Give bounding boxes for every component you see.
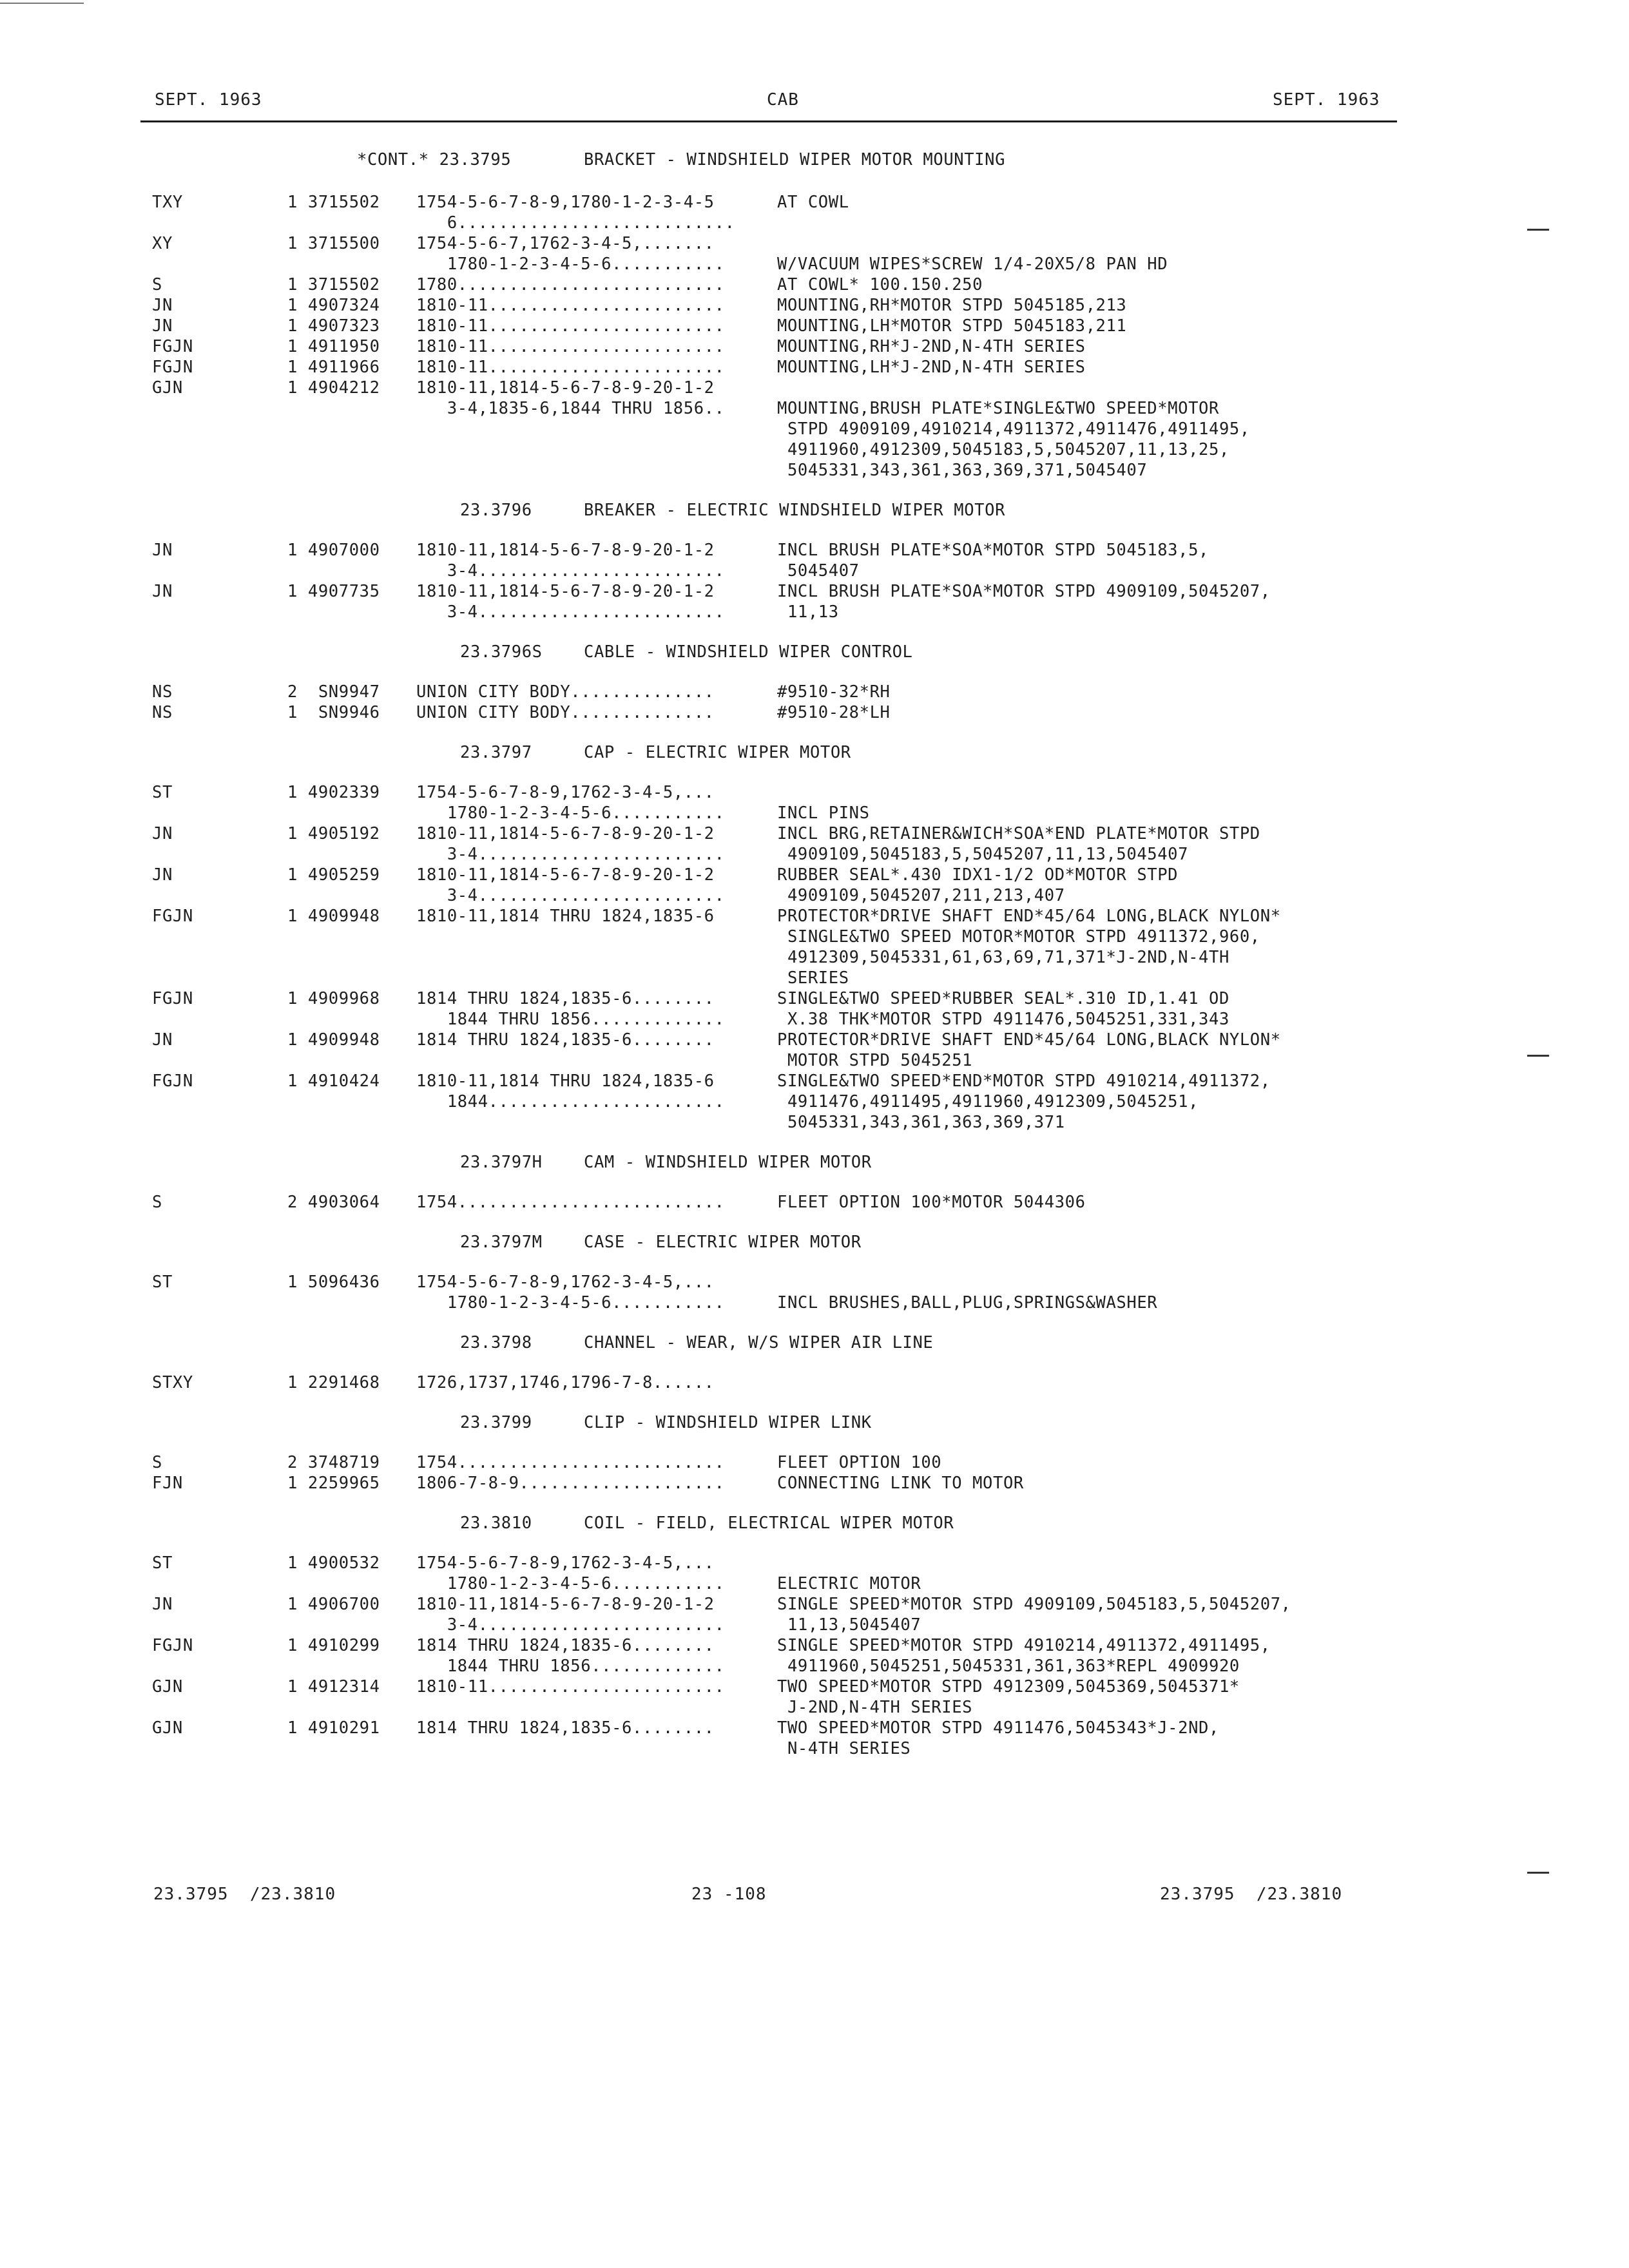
part-entry <box>152 274 1402 295</box>
description: N-4TH SERIES <box>777 1739 911 1758</box>
application-models: 1810-11....................... <box>416 358 725 377</box>
application-models: 1780-1-2-3-4-5-6........... <box>416 803 725 823</box>
part-entry <box>152 906 1402 988</box>
part-entry <box>152 316 1402 336</box>
part-number: 1 4907323 <box>287 316 380 336</box>
application-models: 1754-5-6-7-8-9,1762-3-4-5,... <box>416 1273 715 1292</box>
part-number: 1 4910291 <box>287 1718 380 1738</box>
part-number: 1 5096436 <box>287 1273 380 1292</box>
description: 4912309,5045331,61,63,69,71,371*J-2ND,N-4TH <box>777 948 1229 967</box>
section-code: ST <box>152 1553 173 1573</box>
part-number: 1 2259965 <box>287 1474 380 1493</box>
description: INCL BRUSHES,BALL,PLUG,SPRINGS&WASHER <box>777 1293 1158 1312</box>
application-models: 1780.......................... <box>416 275 725 294</box>
section-code: NS <box>152 682 173 702</box>
section-title: COIL - FIELD, ELECTRICAL WIPER MOTOR <box>584 1514 954 1533</box>
entry-line <box>152 1656 1402 1677</box>
section-code: FJN <box>152 1474 183 1493</box>
entry-line <box>152 1452 1402 1473</box>
entry-line <box>152 295 1402 316</box>
part-entry <box>152 336 1402 357</box>
description: SERIES <box>777 968 849 988</box>
application-models: 1754.......................... <box>416 1453 725 1472</box>
application-models: 1754-5-6-7-8-9,1762-3-4-5,... <box>416 783 715 802</box>
part-entry <box>152 782 1402 823</box>
edge-mark <box>1527 1872 1549 1874</box>
description: MOUNTING,RH*J-2ND,N-4TH SERIES <box>777 337 1086 356</box>
part-number: 2 SN9947 <box>287 682 380 702</box>
entry-line <box>152 1112 1402 1133</box>
section-code: STXY <box>152 1373 193 1392</box>
section-code: ST <box>152 783 173 802</box>
section-number: 23.3796 <box>460 501 532 520</box>
entry-line <box>152 1615 1402 1635</box>
section-number: 23.3797 <box>460 743 532 762</box>
section-code: FGJN <box>152 1636 193 1655</box>
part-entry <box>152 1553 1402 1594</box>
section-code: JN <box>152 316 173 336</box>
description: ELECTRIC MOTOR <box>777 1574 921 1593</box>
description: 4911476,4911495,4911960,4912309,5045251, <box>777 1092 1199 1111</box>
application-models: 1806-7-8-9.................... <box>416 1474 725 1493</box>
description: 4911960,4912309,5045183,5,5045207,11,13,25, <box>777 440 1229 459</box>
description: SINGLE&TWO SPEED*END*MOTOR STPD 4910214,4911372, <box>777 1072 1271 1091</box>
part-entry <box>152 1635 1402 1677</box>
application-models: 1780-1-2-3-4-5-6........... <box>416 1574 725 1593</box>
section-code: S <box>152 275 162 294</box>
description: #9510-32*RH <box>777 682 891 702</box>
application-models: 3-4........................ <box>416 1615 725 1635</box>
description: TWO SPEED*MOTOR STPD 4912309,5045369,5045371* <box>777 1677 1240 1696</box>
part-entry <box>152 295 1402 316</box>
application-models: 1844 THRU 1856............. <box>416 1657 725 1676</box>
application-models: 1810-11....................... <box>416 1677 725 1696</box>
description: W/VACUUM WIPES*SCREW 1/4-20X5/8 PAN HD <box>777 255 1168 274</box>
section-code: FGJN <box>152 907 193 926</box>
parts-listing <box>152 149 1402 1759</box>
part-entry <box>152 823 1402 865</box>
description: MOUNTING,LH*MOTOR STPD 5045183,211 <box>777 316 1127 336</box>
description: 5045331,343,361,363,369,371 <box>777 1113 1065 1132</box>
entry-line <box>152 336 1402 357</box>
part-number: 2 3748719 <box>287 1453 380 1472</box>
description: 4909109,5045207,211,213,407 <box>777 886 1065 905</box>
section-code: NS <box>152 703 173 722</box>
entry-line <box>152 682 1402 702</box>
part-number: 1 4905259 <box>287 865 380 885</box>
section-code: FGJN <box>152 989 193 1008</box>
entry-line <box>152 439 1402 460</box>
section-code: GJN <box>152 1718 183 1738</box>
section-heading <box>152 1152 1402 1173</box>
entry-line <box>152 988 1402 1009</box>
edge-mark <box>1527 229 1549 231</box>
description: CONNECTING LINK TO MOTOR <box>777 1474 1024 1493</box>
entry-line <box>152 782 1402 803</box>
part-entry <box>152 865 1402 906</box>
description: 5045407 <box>777 561 860 581</box>
footer-page-number: 23 -108 <box>691 1885 767 1904</box>
section-title: CHANNEL - WEAR, W/S WIPER AIR LINE <box>584 1333 934 1352</box>
entry-line <box>152 823 1402 844</box>
entry-line <box>152 398 1402 419</box>
description: INCL BRUSH PLATE*SOA*MOTOR STPD 4909109,5045207, <box>777 582 1271 601</box>
part-number: 1 4902339 <box>287 783 380 802</box>
description: INCL PINS <box>777 803 870 823</box>
entry-line <box>152 1030 1402 1050</box>
description: TWO SPEED*MOTOR STPD 4911476,5045343*J-2ND, <box>777 1718 1219 1738</box>
description: 11,13 <box>777 602 839 622</box>
entry-line <box>152 581 1402 602</box>
description: STPD 4909109,4910214,4911372,4911476,4911495, <box>777 419 1250 439</box>
part-number: 1 4909948 <box>287 907 380 926</box>
entry-line <box>152 602 1402 622</box>
part-number: 1 4900532 <box>287 1553 380 1573</box>
section-code: JN <box>152 824 173 843</box>
header-section-title: CAB <box>767 90 799 110</box>
part-number: 1 4910299 <box>287 1636 380 1655</box>
section-code: S <box>152 1193 162 1212</box>
entry-line <box>152 1009 1402 1030</box>
application-models: 1726,1737,1746,1796-7-8...... <box>416 1373 715 1392</box>
part-entry <box>152 540 1402 581</box>
entry-line <box>152 254 1402 274</box>
part-entry <box>152 1071 1402 1133</box>
application-models: 3-4........................ <box>416 886 725 905</box>
entry-line <box>152 906 1402 927</box>
section-code: TXY <box>152 193 183 212</box>
edge-mark <box>1527 1055 1549 1057</box>
entry-line <box>152 1573 1402 1594</box>
entry-line <box>152 844 1402 865</box>
application-models: UNION CITY BODY.............. <box>416 682 715 702</box>
section-code: JN <box>152 541 173 560</box>
entry-line <box>152 865 1402 885</box>
footer-left-range: 23.3795 /23.3810 <box>153 1885 336 1904</box>
entry-line <box>152 561 1402 581</box>
section-heading <box>152 149 1402 170</box>
application-models: 1810-11,1814-5-6-7-8-9-20-1-2 <box>416 541 715 560</box>
description: MOTOR STPD 5045251 <box>777 1051 973 1070</box>
application-models: 3-4........................ <box>416 602 725 622</box>
entry-line <box>152 947 1402 968</box>
part-entry <box>152 702 1402 723</box>
section-code: S <box>152 1453 162 1472</box>
header-right-date: SEPT. 1963 <box>1273 90 1380 110</box>
section-heading <box>152 500 1402 521</box>
entry-line <box>152 1091 1402 1112</box>
application-models: 1810-11....................... <box>416 296 725 315</box>
application-models: 3-4........................ <box>416 845 725 864</box>
application-models: 1844....................... <box>416 1092 725 1111</box>
description: 11,13,5045407 <box>777 1615 921 1635</box>
description: AT COWL* 100.150.250 <box>777 275 983 294</box>
application-models: 1810-11....................... <box>416 316 725 336</box>
application-models: 1810-11,1814-5-6-7-8-9-20-1-2 <box>416 582 715 601</box>
header-rule <box>140 120 1397 122</box>
section-title: BREAKER - ELECTRIC WINDSHIELD WIPER MOTOR <box>584 501 1006 520</box>
application-models: 1780-1-2-3-4-5-6........... <box>416 255 725 274</box>
part-number: 1 4909948 <box>287 1030 380 1050</box>
application-models: 1810-11,1814 THRU 1824,1835-6 <box>416 1072 715 1091</box>
part-entry <box>152 1473 1402 1494</box>
application-models: 1814 THRU 1824,1835-6........ <box>416 1718 715 1738</box>
application-models: 1844 THRU 1856............. <box>416 1010 725 1029</box>
application-models: 3-4,1835-6,1844 THRU 1856.. <box>416 399 725 418</box>
part-entry <box>152 1677 1402 1718</box>
entry-line <box>152 274 1402 295</box>
entry-line <box>152 540 1402 561</box>
application-models: 1810-11,1814-5-6-7-8-9-20-1-2 <box>416 1595 715 1614</box>
entry-line <box>152 316 1402 336</box>
section-title: CAP - ELECTRIC WIPER MOTOR <box>584 743 851 762</box>
entry-line <box>152 702 1402 723</box>
part-number: 1 SN9946 <box>287 703 380 722</box>
section-heading <box>152 1412 1402 1433</box>
part-entry <box>152 1372 1402 1393</box>
part-number: 1 4907735 <box>287 582 380 601</box>
footer-right-range: 23.3795 /23.3810 <box>1160 1885 1343 1904</box>
part-number: 1 4910424 <box>287 1072 380 1091</box>
section-code: GJN <box>152 378 183 398</box>
application-models: 1810-11,1814 THRU 1824,1835-6 <box>416 907 715 926</box>
description: MOUNTING,BRUSH PLATE*SINGLE&TWO SPEED*MOTOR <box>777 399 1219 418</box>
section-number: *CONT.* 23.3795 <box>357 150 512 169</box>
part-entry <box>152 682 1402 702</box>
application-models: 1810-11,1814-5-6-7-8-9-20-1-2 <box>416 865 715 885</box>
description: 4909109,5045183,5,5045207,11,13,5045407 <box>777 845 1189 864</box>
part-entry <box>152 192 1402 233</box>
part-entry <box>152 1272 1402 1313</box>
application-models: 1754.......................... <box>416 1193 725 1212</box>
entry-line <box>152 885 1402 906</box>
entry-line <box>152 1677 1402 1697</box>
section-code: FGJN <box>152 337 193 356</box>
part-number: 1 4909968 <box>287 989 380 1008</box>
entry-line <box>152 460 1402 481</box>
application-models: 1780-1-2-3-4-5-6........... <box>416 1293 725 1312</box>
entry-line <box>152 1635 1402 1656</box>
section-heading <box>152 1232 1402 1253</box>
part-entry <box>152 1452 1402 1473</box>
application-models: 3-4........................ <box>416 561 725 581</box>
section-code: ST <box>152 1273 173 1292</box>
description: SINGLE&TWO SPEED*RUBBER SEAL*.310 ID,1.41 OD <box>777 989 1229 1008</box>
section-title: BRACKET - WINDSHIELD WIPER MOTOR MOUNTING <box>584 150 1006 169</box>
section-code: JN <box>152 1030 173 1050</box>
entry-line <box>152 1718 1402 1738</box>
description: INCL BRG,RETAINER&WICH*SOA*END PLATE*MOTOR STPD <box>777 824 1260 843</box>
entry-line <box>152 1697 1402 1718</box>
application-models: 1814 THRU 1824,1835-6........ <box>416 1636 715 1655</box>
application-models: 1810-11....................... <box>416 337 725 356</box>
part-number: 1 4905192 <box>287 824 380 843</box>
section-heading <box>152 1513 1402 1533</box>
section-code: FGJN <box>152 1072 193 1091</box>
part-number: 1 4906700 <box>287 1595 380 1614</box>
entry-line <box>152 1071 1402 1091</box>
description: PROTECTOR*DRIVE SHAFT END*45/64 LONG,BLACK NYLON* <box>777 1030 1281 1050</box>
part-entry <box>152 1594 1402 1635</box>
entry-line <box>152 1473 1402 1494</box>
section-code: JN <box>152 296 173 315</box>
application-models: 1754-5-6-7-8-9,1780-1-2-3-4-5 <box>416 193 715 212</box>
part-number: 1 4904212 <box>287 378 380 398</box>
part-number: 1 3715500 <box>287 234 380 253</box>
section-number: 23.3799 <box>460 1413 532 1432</box>
entry-line <box>152 419 1402 439</box>
application-models: 1814 THRU 1824,1835-6........ <box>416 989 715 1008</box>
description: SINGLE SPEED*MOTOR STPD 4910214,4911372,4911495, <box>777 1636 1271 1655</box>
entry-line <box>152 192 1402 213</box>
description: MOUNTING,RH*MOTOR STPD 5045185,213 <box>777 296 1127 315</box>
part-number: 1 4907000 <box>287 541 380 560</box>
part-number: 1 4911950 <box>287 337 380 356</box>
part-entry <box>152 233 1402 274</box>
description: X.38 THK*MOTOR STPD 4911476,5045251,331,343 <box>777 1010 1229 1029</box>
part-entry <box>152 1030 1402 1071</box>
description: MOUNTING,LH*J-2ND,N-4TH SERIES <box>777 358 1086 377</box>
entry-line <box>152 803 1402 823</box>
part-entry <box>152 1192 1402 1213</box>
description: FLEET OPTION 100 <box>777 1453 942 1472</box>
entry-line <box>152 1594 1402 1615</box>
part-number: 1 4912314 <box>287 1677 380 1696</box>
entry-line <box>152 1050 1402 1071</box>
description: PROTECTOR*DRIVE SHAFT END*45/64 LONG,BLACK NYLON* <box>777 907 1281 926</box>
description: INCL BRUSH PLATE*SOA*MOTOR STPD 5045183,5, <box>777 541 1209 560</box>
entry-line <box>152 213 1402 233</box>
section-heading <box>152 742 1402 763</box>
section-title: CAM - WINDSHIELD WIPER MOTOR <box>584 1153 872 1172</box>
description: RUBBER SEAL*.430 IDX1-1/2 OD*MOTOR STPD <box>777 865 1179 885</box>
application-models: 1754-5-6-7,1762-3-4-5,....... <box>416 234 715 253</box>
section-code: JN <box>152 1595 173 1614</box>
section-code: JN <box>152 582 173 601</box>
application-models: 1810-11,1814-5-6-7-8-9-20-1-2 <box>416 824 715 843</box>
section-code: XY <box>152 234 173 253</box>
part-entry <box>152 1718 1402 1759</box>
description: 5045331,343,361,363,369,371,5045407 <box>777 461 1148 480</box>
section-heading <box>152 1332 1402 1353</box>
part-number: 1 4907324 <box>287 296 380 315</box>
entry-line <box>152 927 1402 947</box>
entry-line <box>152 1738 1402 1759</box>
part-entry <box>152 357 1402 378</box>
entry-line <box>152 357 1402 378</box>
section-title: CABLE - WINDSHIELD WIPER CONTROL <box>584 642 913 662</box>
part-entry <box>152 378 1402 481</box>
entry-line <box>152 378 1402 398</box>
section-number: 23.3797H <box>460 1153 543 1172</box>
entry-line <box>152 1272 1402 1293</box>
section-title: CASE - ELECTRIC WIPER MOTOR <box>584 1233 862 1252</box>
description: AT COWL <box>777 193 849 212</box>
description: SINGLE SPEED*MOTOR STPD 4909109,5045183,5,5045207, <box>777 1595 1291 1614</box>
part-number: 1 4911966 <box>287 358 380 377</box>
entry-line <box>152 1192 1402 1213</box>
application-models: 1810-11,1814-5-6-7-8-9-20-1-2 <box>416 378 715 398</box>
entry-line <box>152 1553 1402 1573</box>
entry-line <box>152 1372 1402 1393</box>
description: FLEET OPTION 100*MOTOR 5044306 <box>777 1193 1086 1212</box>
section-code: JN <box>152 865 173 885</box>
description: J-2ND,N-4TH SERIES <box>777 1698 973 1717</box>
section-title: CLIP - WINDSHIELD WIPER LINK <box>584 1413 872 1432</box>
description: SINGLE&TWO SPEED MOTOR*MOTOR STPD 4911372,960, <box>777 927 1260 947</box>
scan-top-mark <box>0 3 84 4</box>
section-code: GJN <box>152 1677 183 1696</box>
header-left-date: SEPT. 1963 <box>155 90 262 110</box>
entry-line <box>152 233 1402 254</box>
description: #9510-28*LH <box>777 703 891 722</box>
section-number: 23.3810 <box>460 1514 532 1533</box>
part-entry <box>152 581 1402 622</box>
section-number: 23.3797M <box>460 1233 543 1252</box>
section-heading <box>152 642 1402 662</box>
application-models: 1814 THRU 1824,1835-6........ <box>416 1030 715 1050</box>
part-number: 1 3715502 <box>287 275 380 294</box>
part-number: 1 2291468 <box>287 1373 380 1392</box>
entry-line <box>152 1293 1402 1313</box>
section-code: FGJN <box>152 358 193 377</box>
part-number: 1 3715502 <box>287 193 380 212</box>
section-number: 23.3798 <box>460 1333 532 1352</box>
entry-line <box>152 968 1402 988</box>
application-models: 6........................... <box>416 213 735 233</box>
part-number: 2 4903064 <box>287 1193 380 1212</box>
application-models: UNION CITY BODY.............. <box>416 703 715 722</box>
section-number: 23.3796S <box>460 642 543 662</box>
application-models: 1754-5-6-7-8-9,1762-3-4-5,... <box>416 1553 715 1573</box>
part-entry <box>152 988 1402 1030</box>
description: 4911960,5045251,5045331,361,363*REPL 4909920 <box>777 1657 1240 1676</box>
